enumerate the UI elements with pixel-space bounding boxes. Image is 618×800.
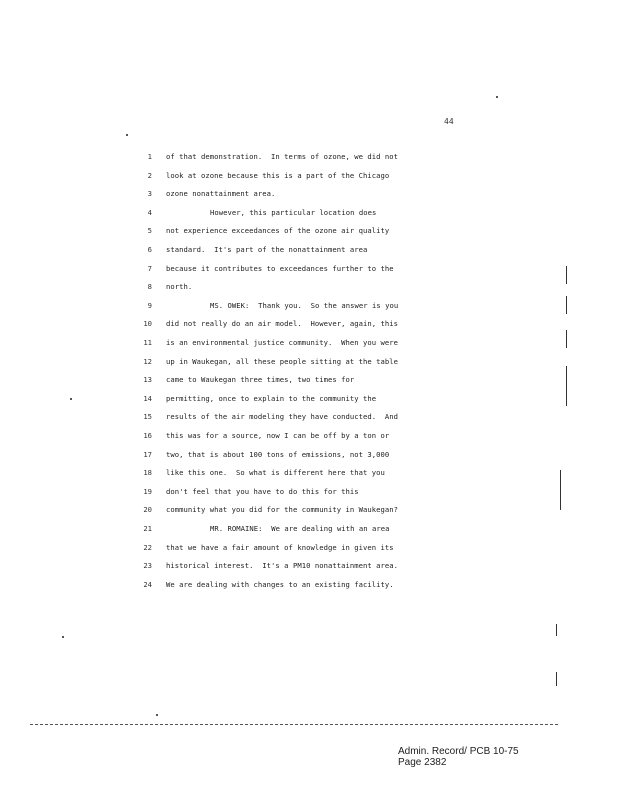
line-text: north.: [166, 282, 193, 292]
line-text: like this one. So what is different here that you: [166, 468, 385, 478]
line-number: 10: [143, 319, 152, 329]
scan-speck: [70, 398, 72, 400]
scan-mark: [556, 624, 557, 636]
line-number: 3: [147, 189, 152, 199]
line-text: came to Waukegan three times, two times for: [166, 375, 355, 385]
line-text: up in Waukegan, all these people sitting at the table: [166, 356, 398, 366]
line-number: 9: [147, 300, 152, 310]
scan-mark: [560, 470, 561, 510]
line-number: 5: [147, 226, 152, 236]
scan-speck: [156, 714, 158, 716]
stamp-line-record: Admin. Record/ PCB 10-75: [398, 746, 519, 757]
line-number: 4: [147, 207, 152, 217]
line-number: 13: [143, 375, 152, 385]
line-text: MR. ROMAINE: We are dealing with an area: [210, 524, 390, 533]
line-number: 22: [143, 542, 152, 552]
scan-speck: [496, 96, 498, 98]
line-number: 14: [143, 393, 152, 403]
scan-mark: [566, 366, 567, 406]
line-number: 19: [143, 486, 152, 496]
line-number: 6: [147, 245, 152, 254]
line-text: standard. It's part of the nonattainment area: [166, 245, 368, 254]
line-text: because it contributes to exceedances further to the: [166, 263, 394, 273]
line-text: that we have a fair amount of knowledge in given its: [166, 542, 394, 552]
record-stamp: [398, 746, 519, 768]
line-number: 24: [143, 579, 152, 589]
line-number: 15: [143, 412, 152, 422]
scan-speck: [126, 134, 128, 136]
line-number: 1: [147, 152, 152, 161]
line-number: 12: [143, 356, 152, 366]
line-number: 11: [143, 338, 152, 347]
page-number: 44: [444, 117, 454, 126]
line-number: 17: [143, 449, 152, 459]
line-text: this was for a source, now I can be off by a ton or: [166, 431, 390, 440]
line-text: not experience exceedances of the ozone air quality: [166, 226, 390, 236]
footer-rule: [30, 724, 558, 725]
line-number: 18: [143, 468, 152, 478]
line-text: ozone nonattainment area.: [166, 189, 276, 199]
scan-speck: [62, 636, 64, 638]
line-number: 2: [147, 170, 152, 180]
line-number: 23: [143, 561, 152, 571]
line-text: results of the air modeling they have conducted. And: [166, 412, 398, 422]
line-number: 7: [147, 263, 152, 273]
line-number: 16: [143, 431, 152, 440]
scan-mark: [566, 330, 567, 348]
line-number: 20: [143, 505, 152, 515]
line-text: MS. OWEK: Thank you. So the answer is you: [210, 300, 399, 310]
line-number: 21: [143, 524, 152, 533]
scan-mark: [566, 266, 567, 284]
line-text: community what you did for the community in Waukegan?: [166, 505, 398, 515]
line-text: However, this particular location does: [210, 207, 377, 217]
line-text: did not really do an air model. However, again, this: [166, 319, 398, 329]
line-text: look at ozone because this is a part of the Chicago: [166, 170, 390, 180]
stamp-line-page: Page 2382: [398, 757, 447, 768]
scan-mark: [566, 296, 567, 314]
line-number: 8: [147, 282, 152, 292]
line-text: two, that is about 100 tons of emissions, not 3,000: [166, 449, 390, 459]
line-text: don't feel that you have to do this for this: [166, 486, 359, 496]
line-text: permitting, once to explain to the community the: [166, 393, 377, 403]
line-text: We are dealing with changes to an existing facility.: [166, 579, 394, 589]
line-text: is an environmental justice community. When you were: [166, 338, 398, 347]
line-text: historical interest. It's a PM10 nonattainment area.: [166, 561, 398, 571]
scan-mark: [556, 672, 557, 686]
line-text: of that demonstration. In terms of ozone, we did not: [166, 152, 398, 161]
